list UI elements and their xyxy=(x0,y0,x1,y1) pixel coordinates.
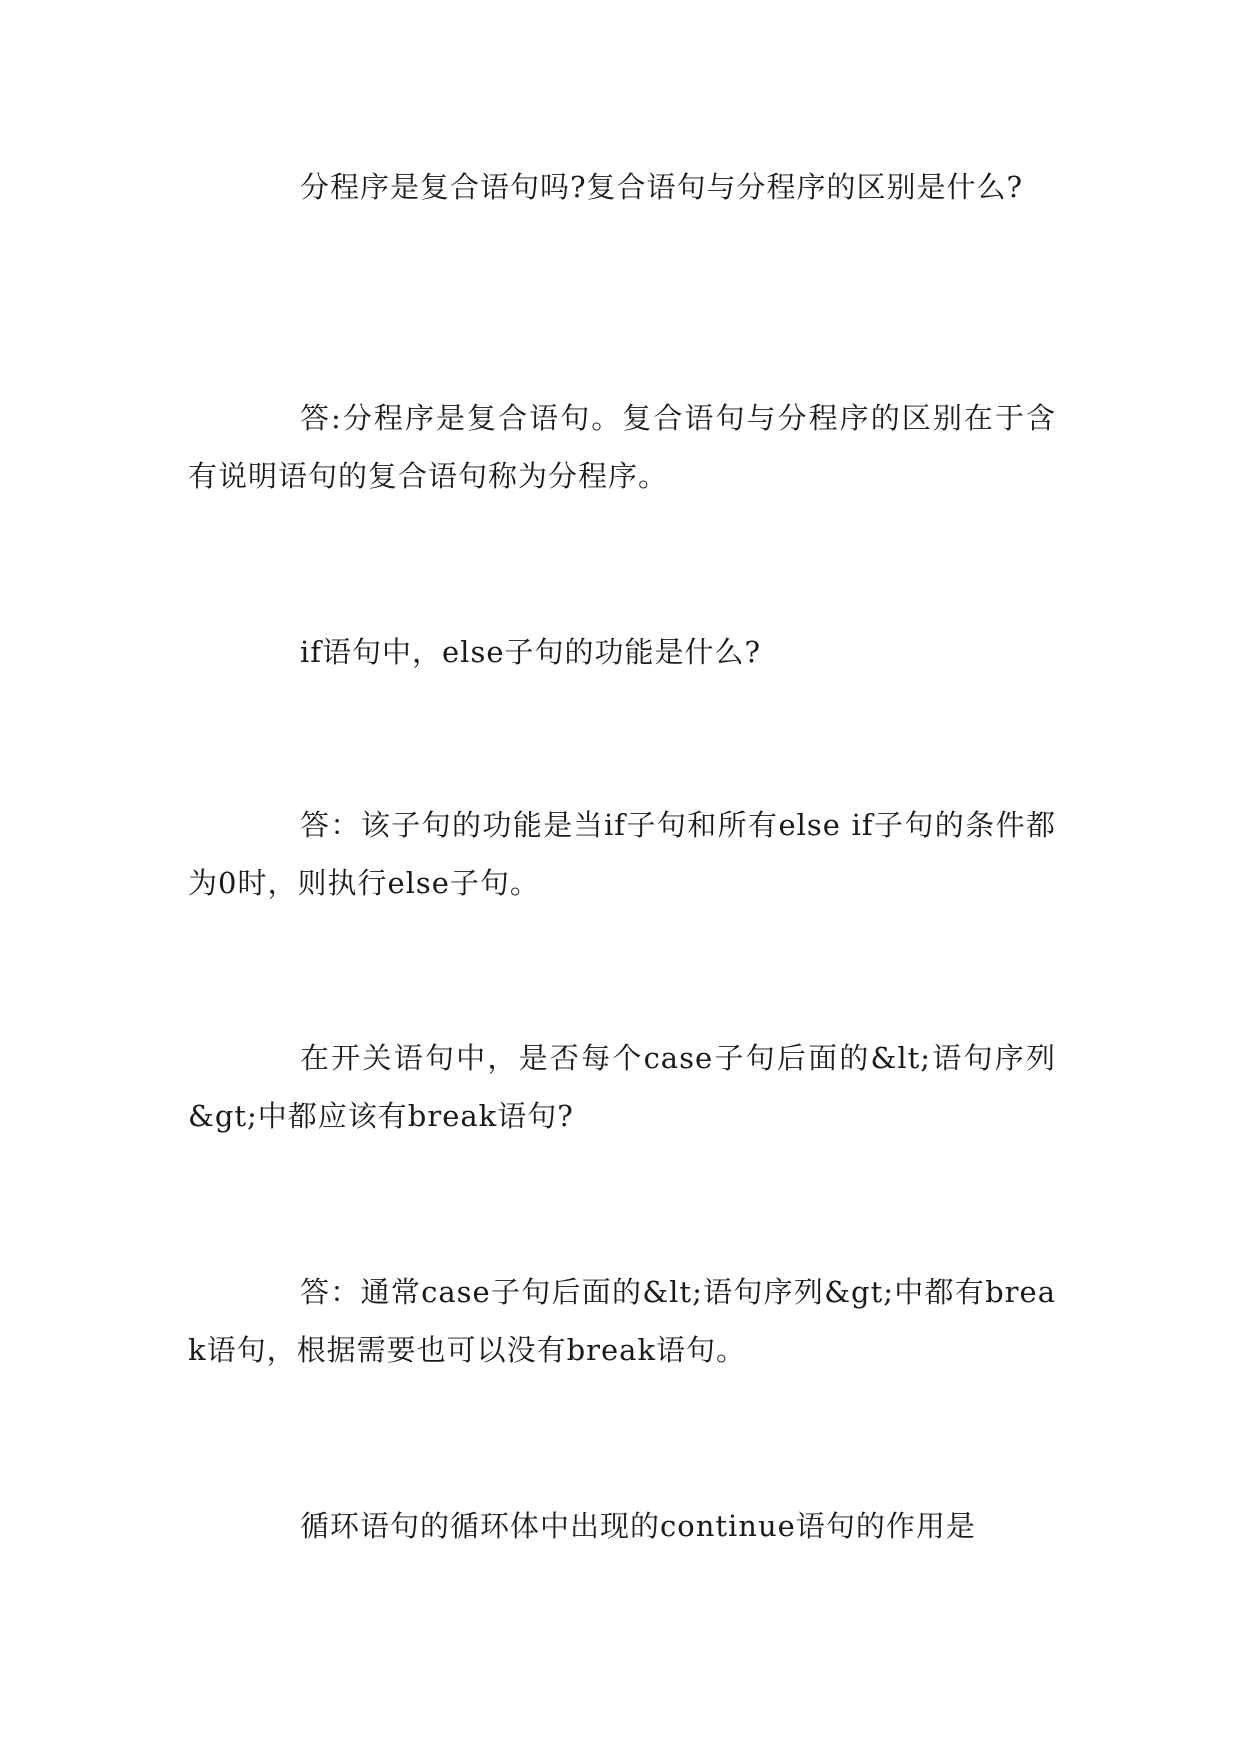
answer-paragraph: 答：通常case子句后面的&lt;语句序列&gt;中都有break语句，根据需要也可以没有break语句。 xyxy=(188,1275,1056,1367)
answer-paragraph: 答:分程序是复合语句。复合语句与分程序的区别在于含有说明语句的复合语句称为分程序。 xyxy=(188,401,1056,493)
answer-paragraph: 答：该子句的功能是当if子句和所有else if子句的条件都为0时，则执行else子句。 xyxy=(188,808,1056,900)
question-paragraph: 在开关语句中，是否每个case子句后面的&lt;语句序列&gt;中都应该有break语句? xyxy=(188,1041,1056,1133)
question-paragraph: 循环语句的循环体中出现的continue语句的作用是 xyxy=(300,1509,976,1543)
question-paragraph: 分程序是复合语句吗?复合语句与分程序的区别是什么? xyxy=(300,170,1024,204)
question-paragraph: if语句中，else子句的功能是什么? xyxy=(300,635,762,669)
